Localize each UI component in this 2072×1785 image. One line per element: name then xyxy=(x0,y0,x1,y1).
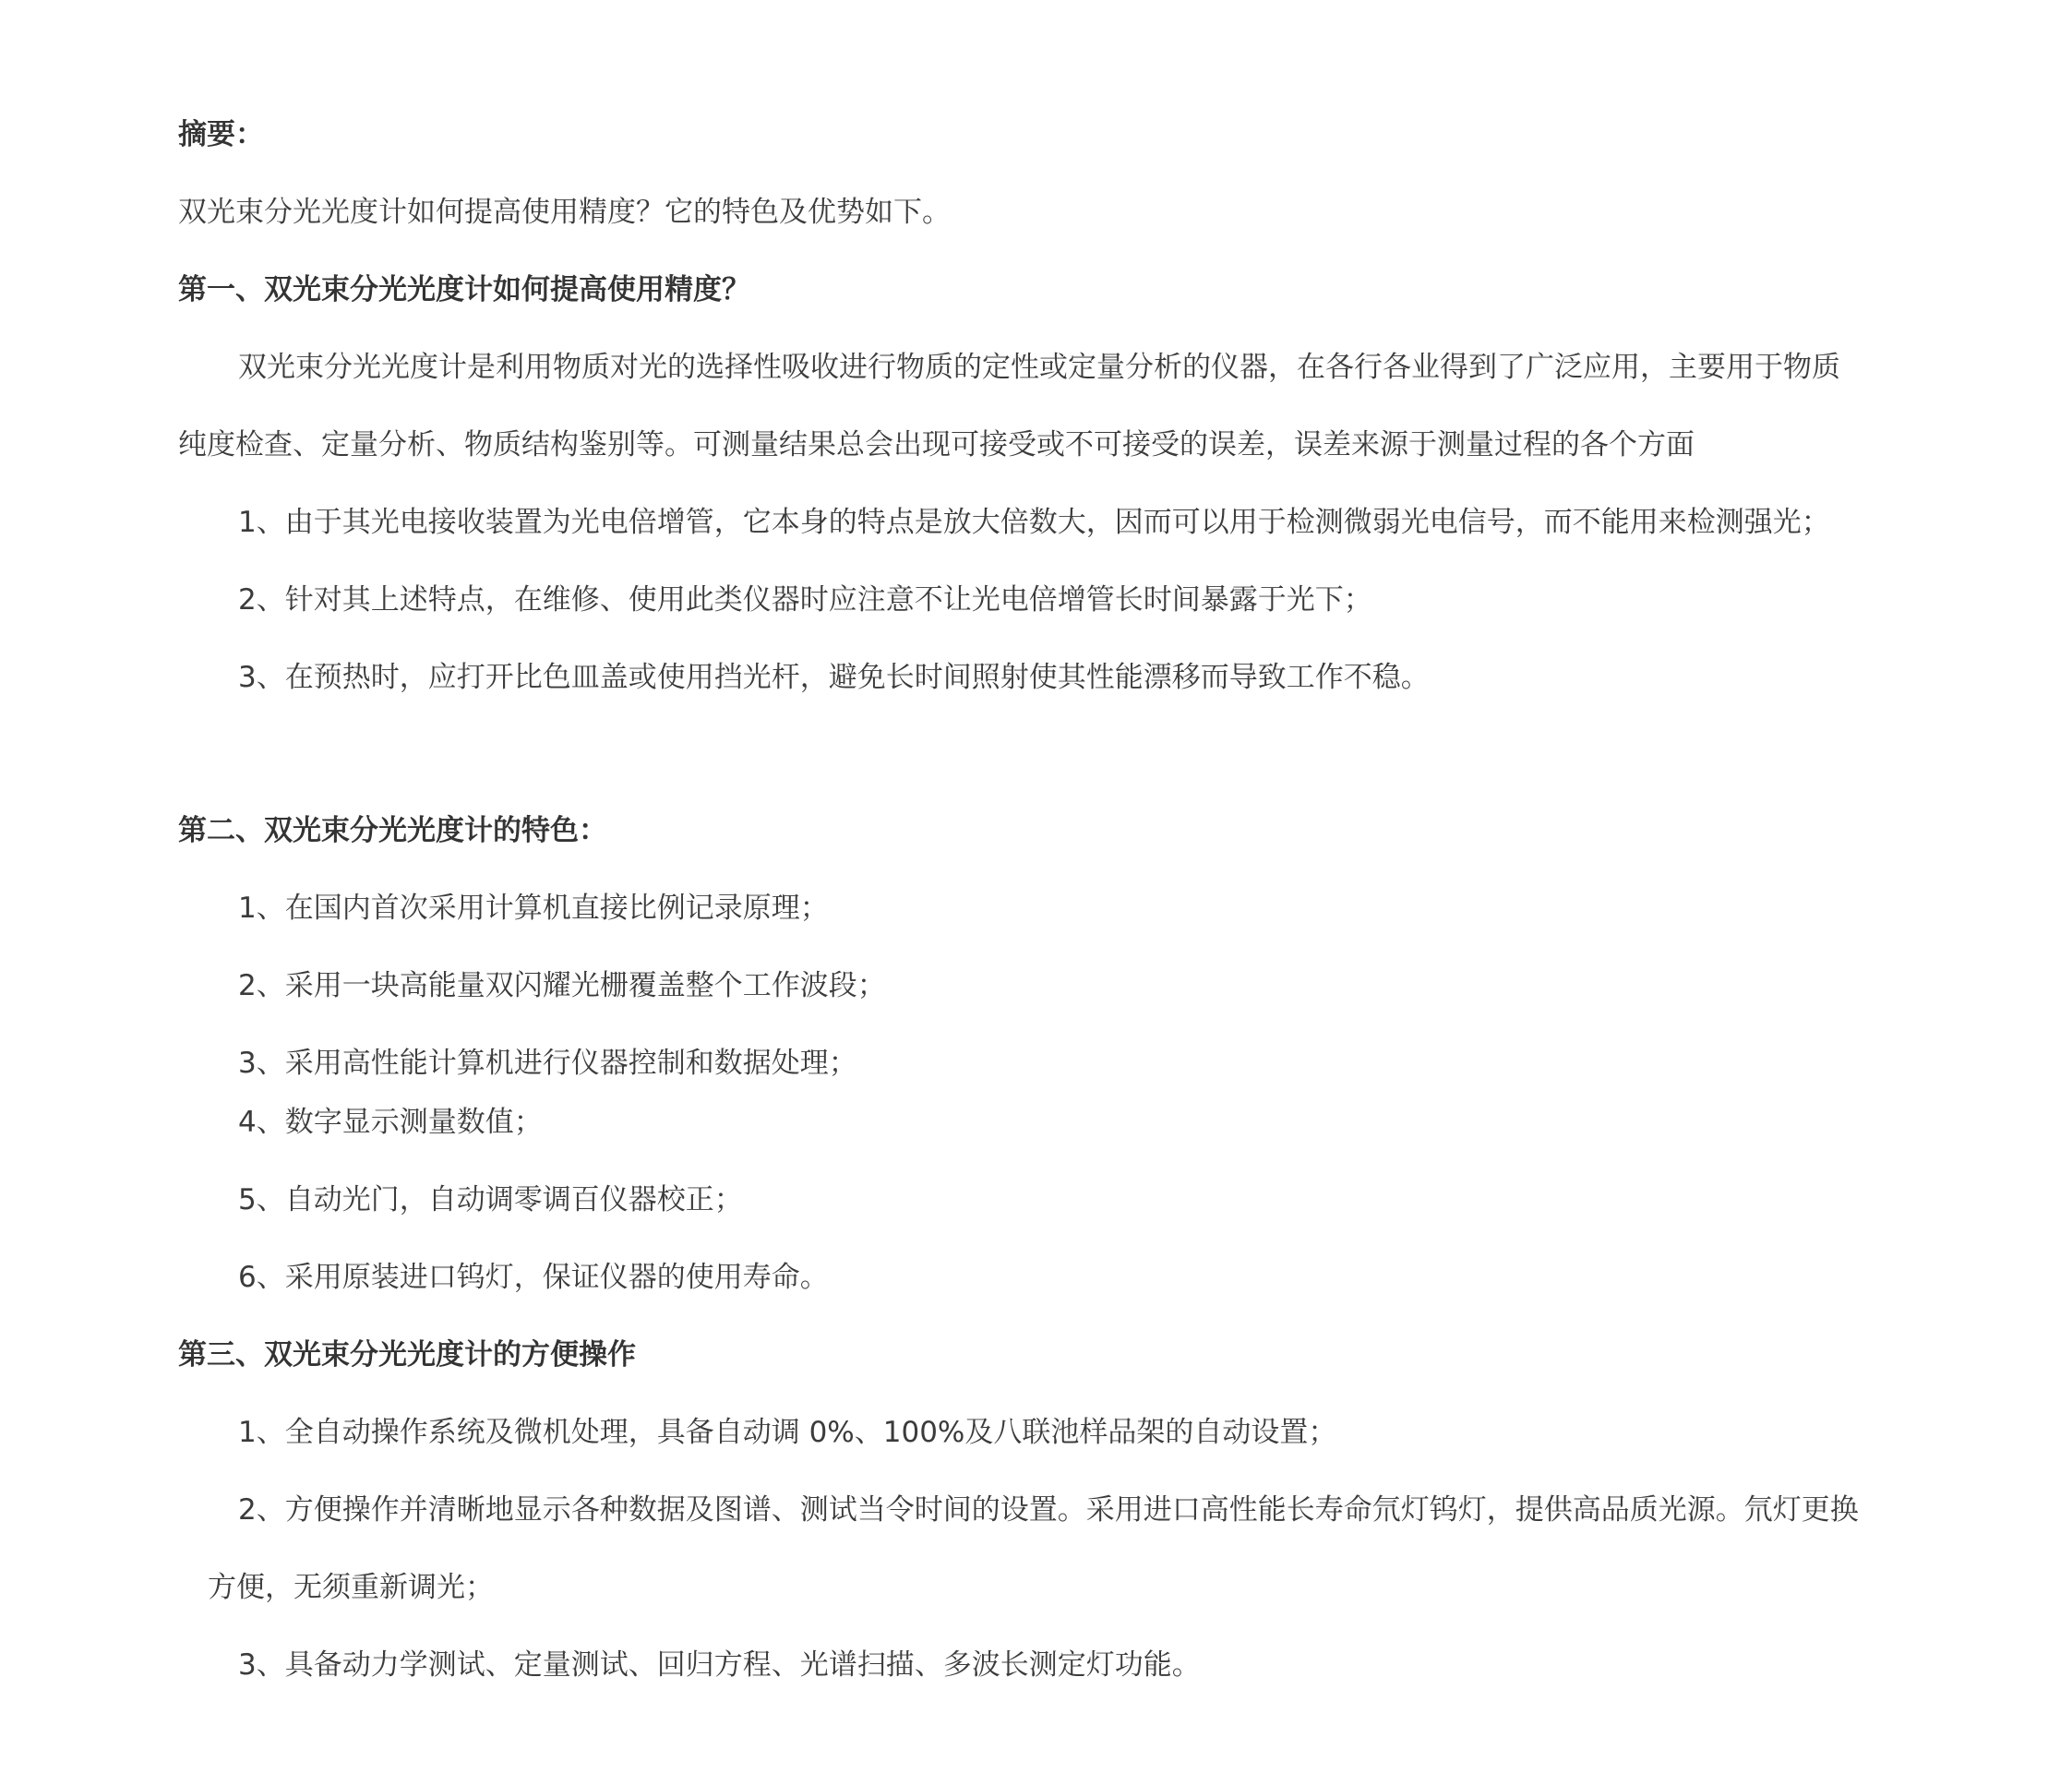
section3-heading: 第三、双光束分光光度计的方便操作 xyxy=(178,1338,636,1372)
section2-item: 6、采用原装进口钨灯，保证仪器的使用寿命。 xyxy=(238,1261,829,1294)
section1-heading: 第一、双光束分光光度计如何提高使用精度？ xyxy=(178,273,750,306)
section1-item: 3、在预热时，应打开比色皿盖或使用挡光杆，避免长时间照射使其性能漂移而导致工作不稳。 xyxy=(238,661,1430,694)
section3-item: 2、方便操作并清晰地显示各种数据及图谱、测试当令时间的设置。采用进口高性能长寿命氘灯钨灯，提供高品质光源。氘灯更换 xyxy=(238,1493,1859,1527)
section3-item-continuation: 方便，无须重新调光； xyxy=(208,1571,494,1604)
abstract-heading: 摘要： xyxy=(178,118,264,151)
section1-item: 1、由于其光电接收装置为光电倍增管，它本身的特点是放大倍数大，因而可以用于检测微弱光电信号，而不能用来检测强光； xyxy=(238,506,1830,539)
section2-item: 4、数字显示测量数值； xyxy=(238,1106,543,1139)
section3-item: 1、全自动操作系统及微机处理，具备自动调 0%、100%及八联池样品架的自动设置； xyxy=(238,1416,1337,1449)
section2-item: 5、自动光门，自动调零调百仪器校正； xyxy=(238,1183,743,1216)
section2-item: 1、在国内首次采用计算机直接比例记录原理； xyxy=(238,892,829,925)
section1-item: 2、针对其上述特点，在维修、使用此类仪器时应注意不让光电倍增管长时间暴露于光下； xyxy=(238,583,1372,617)
section2-heading: 第二、双光束分光光度计的特色： xyxy=(178,814,607,847)
section3-item: 3、具备动力学测试、定量测试、回归方程、光谱扫描、多波长测定灯功能。 xyxy=(238,1648,1201,1682)
section1-paragraph-line1: 双光束分光光度计是利用物质对光的选择性吸收进行物质的定性或定量分析的仪器，在各行各业得到了广泛应用，主要用于物质 xyxy=(238,351,1840,384)
abstract-text: 双光束分光光度计如何提高使用精度？它的特色及优势如下。 xyxy=(178,196,951,229)
section1-paragraph-line2: 纯度检查、定量分析、物质结构鉴别等。可测量结果总会出现可接受或不可接受的误差，误差来源于测量过程的各个方面 xyxy=(178,428,1695,461)
section2-item: 2、采用一块高能量双闪耀光栅覆盖整个工作波段； xyxy=(238,969,886,1002)
section2-item: 3、采用高性能计算机进行仪器控制和数据处理； xyxy=(238,1047,857,1080)
